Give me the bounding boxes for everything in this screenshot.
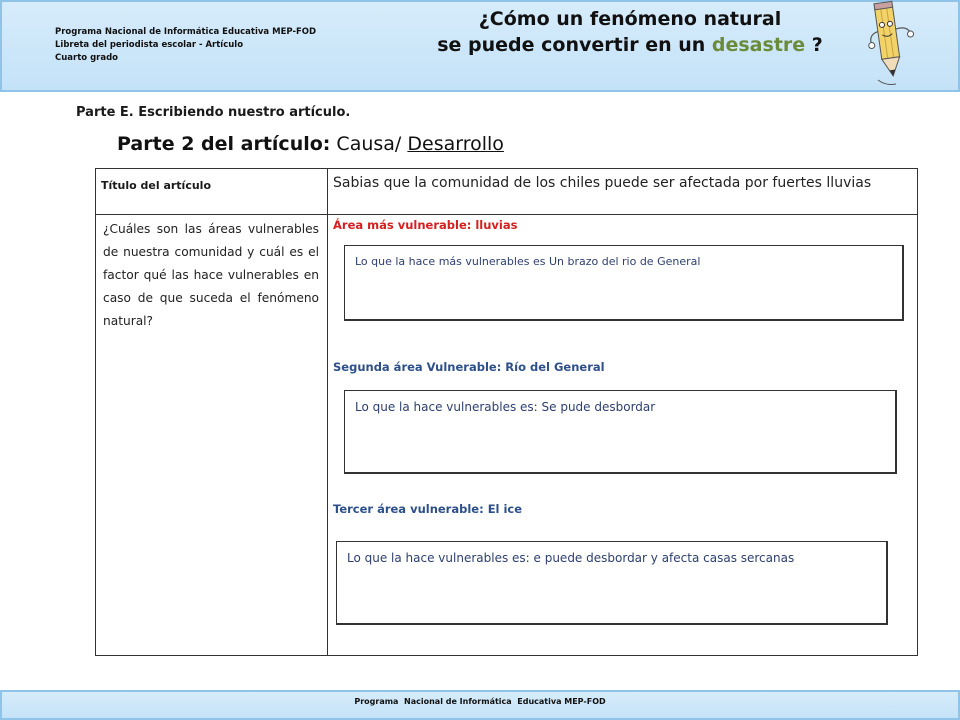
article-title-label: Título del artículo <box>101 179 212 192</box>
area-1-answer-box <box>344 245 904 321</box>
program-info <box>55 26 316 65</box>
footer-text: Programa Nacional de Informática Educativa MEP-FOD <box>354 697 606 706</box>
sub-heading-part: Parte 2 del artículo: <box>117 133 331 155</box>
sub-heading-development: Desarrollo <box>407 133 504 155</box>
footer-band <box>0 690 960 720</box>
sub-heading-cause: Causa/ <box>330 133 408 155</box>
area-3-answer-box <box>336 541 888 625</box>
title-highlight-word: desastre <box>711 34 806 56</box>
area-2-answer-box <box>344 390 897 474</box>
title-line-1: ¿Cómo un fenómeno natural <box>478 8 782 30</box>
program-name: Programa Nacional de Informática Educativa MEP-FOD <box>55 27 317 37</box>
page-title <box>410 6 850 58</box>
notebook-name: Libreta del periodista escolar - Artículo <box>55 40 244 50</box>
sub-heading <box>117 133 504 155</box>
pencil-character-icon <box>850 0 930 92</box>
title-line-2-prefix: se puede convertir en un <box>437 34 712 56</box>
table-column-divider <box>327 168 328 656</box>
area-3-label: Tercer área vulnerable: El ice <box>333 502 523 516</box>
article-title-value: Sabias que la comunidad de los chiles puede ser afectada por fuertes lluvias <box>333 175 872 191</box>
area-3-answer: Lo que la hace vulnerables es: e puede desbordar y afecta casas sercanas <box>347 551 795 565</box>
area-1-label: Área más vulnerable: lluvias <box>333 218 518 232</box>
vulnerable-areas-question: ¿Cuáles son las áreas vulnerables de nuestra comunidad y cuál es el factor qué las hace vulnerables en caso de que suceda el fenómeno natural? <box>103 222 319 328</box>
grade-level: Cuarto grado <box>55 53 119 63</box>
area-2-label: Segunda área Vulnerable: Río del General <box>333 360 605 374</box>
title-line-2 <box>410 32 850 58</box>
title-line-2-suffix: ? <box>805 34 823 56</box>
area-2-answer: Lo que la hace vulnerables es: Se pude desbordar <box>355 400 656 414</box>
section-heading: Parte E. Escribiendo nuestro artículo. <box>76 105 351 120</box>
area-1-answer: Lo que la hace más vulnerables es Un brazo del rio de General <box>355 255 701 268</box>
table-row-divider <box>95 214 918 215</box>
